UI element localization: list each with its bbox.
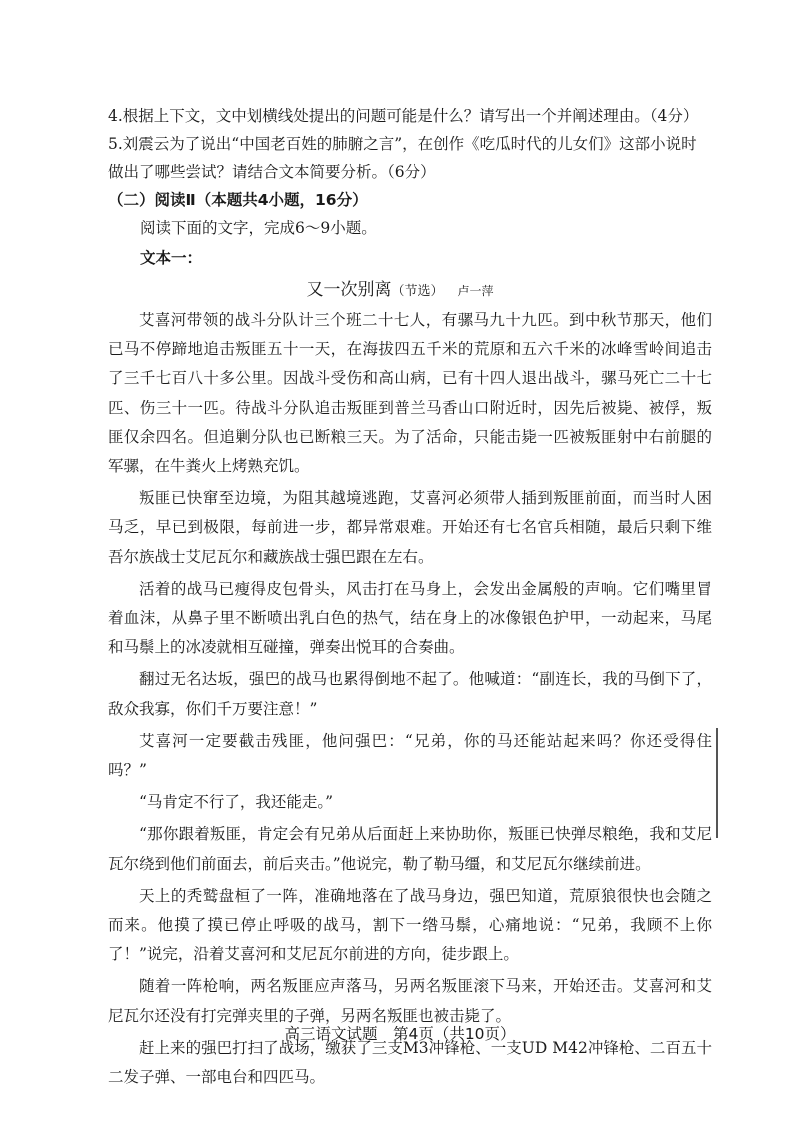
article-author: 卢一萍	[457, 284, 494, 298]
article-excerpt-note: （节选）	[391, 284, 444, 299]
paragraph: 随着一阵枪响，两名叛匪应声落马，另两名叛匪滚下马来，开始还击。艾喜河和艾尼瓦尔还没有打完弹夹里的子弹，另两名叛匪也被击毙了。	[108, 977, 712, 1025]
question-4: 4.根据上下文，文中划横线处提出的问题可能是什么？请写出一个并阐述理由。（4分）	[108, 107, 699, 125]
paragraph: 翻过无名达坂，强巴的战马也累得倒地不起了。他喊道：“副连长，我的马倒下了，敌众我寡，你们千万要注意！”	[108, 670, 712, 718]
text-one-label: 文本一：	[140, 249, 203, 267]
section-heading: （二）阅读Ⅱ（本题共4小题，16分）	[108, 191, 368, 209]
page-footer: 高三语文试题 第4页（共10页）	[284, 1025, 516, 1043]
question-5: 5.刘震云为了说出“中国老百姓的肺腑之言”，在创作《吃瓜时代的儿女们》这部小说时做出了哪些尝试？请结合文本简要分析。（6分）	[108, 135, 697, 181]
paragraph: 活着的战马已瘦得皮包骨头，风击打在马身上，会发出金属般的声响。它们嘴里冒着血沫，从鼻子里不断喷出乳白色的热气，结在身上的冰像银色护甲，一动起来，马尾和马鬃上的冰凌就相互碰撞，弹奏出悦耳的合奏曲。	[108, 579, 712, 657]
paragraph: 艾喜河带领的战斗分队计三个班二十七人，有骡马九十九匹。到中秋节那天，他们已马不停蹄地追击叛匪五十一天，在海拔四五千米的荒原和五六千米的冰峰雪岭间追击了三千七百八十多公里。因战斗受伤和高山病，已有十四人退出战斗，骡马死亡二十七匹、伤三十一匹。待战斗分队追击叛匪到普兰马香山口附近时，因先后被毙、被俘，叛匪仅余四名。但追剿分队也已断粮三天。为了活命，只能击毙一匹被叛匪射中右前腿的军骡，在牛粪火上烤熟充饥。	[108, 311, 712, 476]
paragraph: 艾喜河一定要截击残匪，他问强巴：“兄弟，你的马还能站起来吗？你还受得住吗？”	[108, 731, 712, 780]
paragraph: 赶上来的强巴打扫了战场，缴获了三支M3冲锋枪、一支UD M42冲锋枪、二百五十二发子弹、一部电台和四匹马。	[108, 1038, 712, 1087]
article-body	[108, 306, 712, 1095]
article-title: 又一次别离	[306, 280, 392, 300]
paragraph: 叛匪已快窜至边境，为阻其越境逃跑，艾喜河必须带人插到叛匪前面，而当时人困马乏，早已到极限，每前进一步，都异常艰难。开始还有七名官兵相随，最后只剩下维吾尔族战士艾尼瓦尔和藏族战士强巴跟在左右。	[108, 489, 712, 566]
paragraph: “马肯定不行了，我还能走。”	[139, 793, 334, 812]
reading-instruction: 阅读下面的文字，完成6～9小题。	[140, 219, 377, 237]
paragraph: 天上的秃鹫盘桓了一阵，准确地落在了战马身边，强巴知道，荒原狼很快也会随之而来。他摸了摸已停止呼吸的战马，割下一绺马鬃，心痛地说：“兄弟，我顾不上你了！”说完，沿着艾喜河和艾尼瓦尔前进的方向，徒步跟上。	[108, 886, 712, 964]
article-title-line	[0, 276, 800, 306]
scan-margin-mark	[716, 728, 718, 838]
paragraph: “那你跟着叛匪，肯定会有兄弟从后面赶上来协助你，叛匪已快弹尽粮绝，我和艾尼瓦尔绕到他们前面去，前后夹击。”他说完，勒了勒马缰，和艾尼瓦尔继续前进。	[108, 825, 712, 873]
